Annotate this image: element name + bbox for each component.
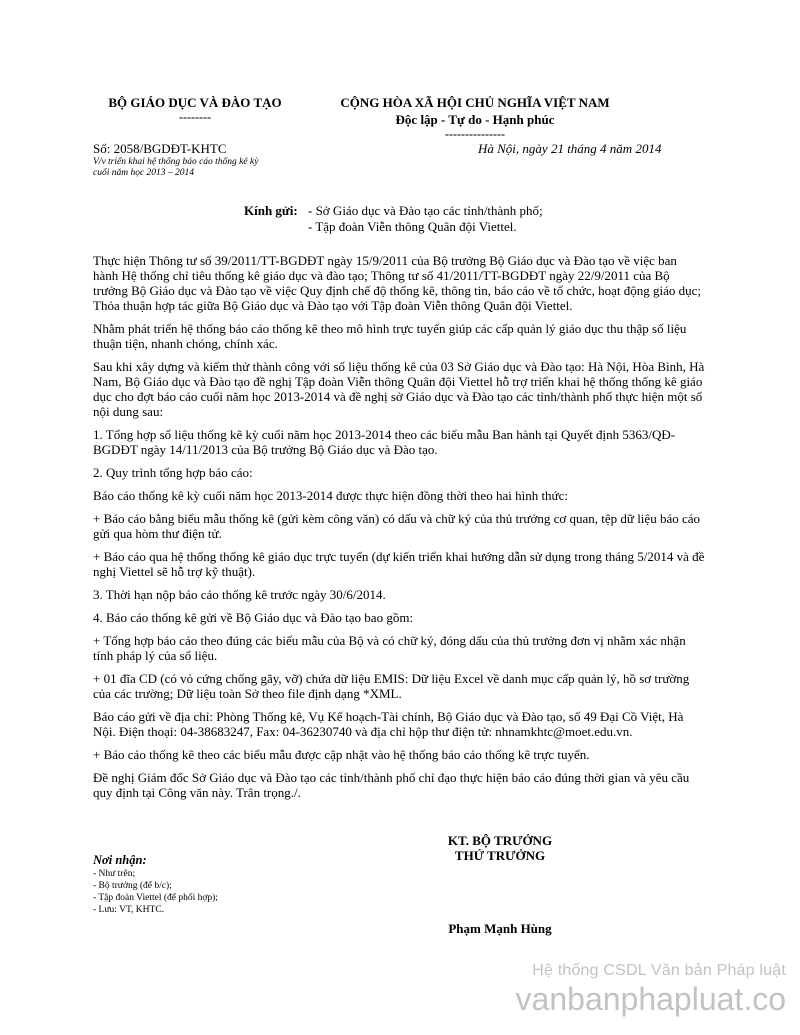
body-paragraph: Thực hiện Thông tư số 39/2011/TT-BGDĐT ngày 15/9/2011 của Bộ trưởng Bộ Giáo dục và Đào tạo về việc ban hành Hệ thống chỉ tiêu thống kê giáo dục và đào tạo; Thông tư số 41/2011/TT-BGDĐT ngày 22/9/2011 của Bộ trưởng Bộ Giáo dục và Đào tạo về việc Quy định chế độ thống kê, thông tin, báo cáo về tổ chức, hoạt động giáo dục; Thỏa thuận hợp tác giữa Bộ Giáo dục và Đào tạo với Tập đoàn Viễn thông Quân đội Viettel.	[93, 253, 701, 313]
recipients-footer-item: - Như trên;	[93, 869, 136, 879]
recipients-label: Kính gửi:	[244, 203, 298, 218]
body-paragraph: + Báo cáo bằng biểu mẫu thống kê (gửi kèm công văn) có dấu và chữ ký của thủ trưởng cơ quan, tệp dữ liệu báo cáo gửi qua hòm thư điện tử.	[93, 511, 701, 541]
nation-name: CỘNG HÒA XÃ HỘI CHỦ NGHĨA VIỆT NAM	[340, 95, 610, 110]
body-paragraph: + Tổng hợp báo cáo theo đúng các biểu mẫu của Bộ và có chữ ký, đóng dấu của thủ trưởng đơn vị nhằm xác nhận tính pháp lý của số liệu.	[93, 633, 686, 663]
recipient-item: - Tập đoàn Viễn thông Quân đội Viettel.	[308, 219, 517, 234]
document-body	[93, 253, 705, 808]
watermark-line-1: Hệ thống CSDL Văn bản Pháp luật	[532, 962, 786, 979]
body-paragraph: + 01 đĩa CD (có vỏ cứng chống gãy, vỡ) chứa dữ liệu EMIS: Dữ liệu Excel về danh mục cấp quản lý, hồ sơ trường của các trường; Dữ liệu toàn Sở theo file định dạng *XML.	[93, 671, 690, 701]
signer-name: Phạm Mạnh Hùng	[448, 921, 552, 936]
watermark	[516, 962, 786, 1016]
body-paragraph: + Báo cáo qua hệ thống thống kê giáo dục trực tuyến (dự kiến triển khai hướng dẫn sử dụng trong tháng 5/2014 và đề nghị Viettel sẽ hỗ trợ kỹ thuật).	[93, 549, 705, 579]
ministry-divider: --------	[179, 110, 211, 124]
body-paragraph: Nhằm phát triển hệ thống báo cáo thống kê theo mô hình trực tuyến giúp các cấp quản lý giáo dục thu thập số liệu thuận tiện, nhanh chóng, chính xác.	[93, 321, 687, 351]
body-paragraph: 1. Tổng hợp số liệu thống kê kỳ cuối năm học 2013-2014 theo các biểu mẫu Ban hành tại Quyết định 5363/QĐ-BGDĐT ngày 14/11/2013 của Bộ trưởng Bộ Giáo dục và Đào tạo.	[93, 427, 676, 457]
recipients-footer-item: - Bộ trưởng (để b/c);	[93, 881, 172, 891]
document-date: Hà Nội, ngày 21 tháng 4 năm 2014	[478, 141, 662, 156]
body-paragraph: Đề nghị Giám đốc Sở Giáo dục và Đào tạo các tỉnh/thành phố chỉ đạo thực hiện báo cáo đúng thời gian và yêu cầu quy định tại Công văn này. Trân trọng./.	[93, 770, 690, 800]
recipients-footer-item: - Lưu: VT, KHTC.	[93, 905, 165, 915]
ministry-name: BỘ GIÁO DỤC VÀ ĐÀO TẠO	[108, 95, 282, 110]
motto: Độc lập - Tự do - Hạnh phúc	[395, 112, 555, 127]
document-number: Số: 2058/BGDĐT-KHTC	[93, 141, 227, 156]
subject-line-2: cuối năm học 2013 – 2014	[93, 168, 195, 178]
body-paragraph: Báo cáo gửi về địa chỉ: Phòng Thống kê, Vụ Kế hoạch-Tài chính, Bộ Giáo dục và Đào tạo, số 49 Đại Cồ Việt, Hà Nội. Điện thoại: 04-38683247, Fax: 04-36230740 và địa chỉ hộp thư điện tử: nhnamkhtc@moet.edu.vn.	[93, 709, 684, 739]
signature-title	[420, 833, 580, 863]
body-paragraph: Sau khi xây dựng và kiểm thử thành công với số liệu thống kê của 03 Sở Giáo dục và Đào tạo: Hà Nội, Hòa Bình, Hà Nam, Bộ Giáo dục và Đào tạo đề nghị Tập đoàn Viễn thông Quân đội Viettel hỗ trợ triển khai hệ thống thống kê giáo dục cho đợt báo cáo cuối năm học 2013-2014 và đề nghị sở Giáo dục và Đào tạo các tỉnh/thành phố thực hiện một số nội dung sau:	[93, 359, 705, 419]
recipients-footer-list	[93, 868, 218, 916]
national-header	[310, 95, 640, 140]
body-paragraph: Báo cáo thống kê kỳ cuối năm học 2013-2014 được thực hiện đồng thời theo hai hình thức:	[93, 488, 568, 503]
body-paragraph: 3. Thời hạn nộp báo cáo thống kê trước ngày 30/6/2014.	[93, 587, 386, 602]
body-paragraph: 4. Báo cáo thống kê gửi về Bộ Giáo dục và Đào tạo bao gồm:	[93, 610, 414, 625]
recipients-footer-item: - Tập đoàn Viettel (để phối hợp);	[93, 893, 218, 903]
document-subject	[93, 157, 303, 179]
body-paragraph: + Báo cáo thống kê theo các biểu mẫu được cập nhật vào hệ thống báo cáo thống kê trực tuyến.	[93, 747, 590, 762]
watermark-line-2: vanbanphapluat.co	[515, 981, 786, 1017]
signature-title-line-1: KT. BỘ TRƯỞNG	[447, 833, 553, 848]
body-paragraph: 2. Quy trình tổng hợp báo cáo:	[93, 465, 253, 480]
recipients-footer-label: Nơi nhận:	[93, 853, 147, 867]
subject-line-1: V/v triển khai hệ thống báo cáo thống kê kỳ	[93, 157, 259, 167]
recipient-item: - Sở Giáo dục và Đào tạo các tỉnh/thành phố;	[308, 203, 543, 218]
signature-title-line-2: THỨ TRƯỞNG	[454, 848, 546, 863]
ministry-header	[80, 95, 310, 123]
recipients-list	[308, 203, 543, 235]
motto-divider: ---------------	[445, 127, 505, 141]
